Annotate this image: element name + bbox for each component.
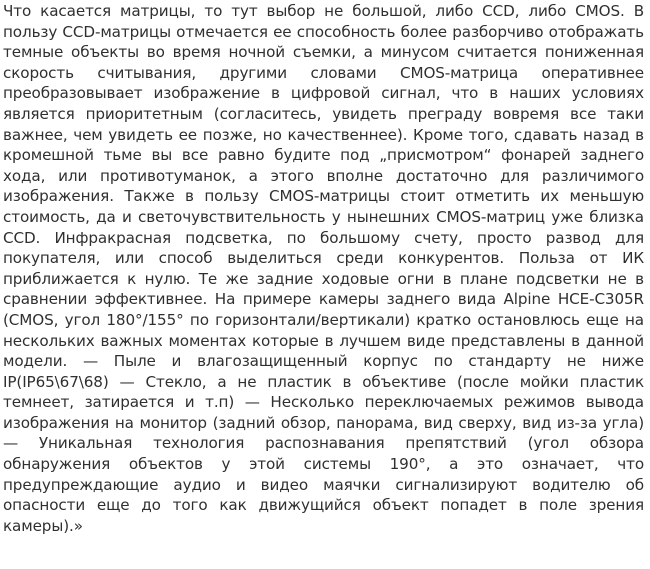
article-text-block xyxy=(3,1,644,536)
article-paragraph: Что касается матрицы, то тут выбор не большой, либо CCD, либо CMOS. В пользу CCD-матрицы отмечается ее способность более разборчиво отображать темные объекты во время ночной съемки, а минусом считается пониженная скорость считывания, другими словами CMOS-матрица оперативнее преобразовывает изображение в цифровой сигнал, что в наших условиях является приоритетным (согласитесь, увидеть преграду вовремя все таки важнее, чем увидеть ее позже, но качественнее). Кроме того, сдавать назад в кромешной тьме вы все равно будите под „присмотром“ фонарей заднего хода, или противотуманок, а этого вполне достаточно для различимого изображения. Также в пользу CMOS-матрицы стоит отметить их меньшую стоимость, да и светочувствительность у нынешних CMOS-матриц уже близка CCD. Инфракрасная подсветка, по большому счету, просто развод для покупателя, или способ выделиться среди конкурентов. Польза от ИК приближается к нулю. Те же задние ходовые огни в плане подсветки не в сравнении эффективнее. На примере камеры заднего вида Alpine HCE-C305R (CMOS, угол 180°/155° по горизонтали/вертикали) кратко остановлюсь еще на нескольких важных моментах которые в лучшем виде представлены в данной модели. — Пыле и влагозащищенный корпус по стандарту не ниже IP(IP65\67\68) — Стекло, а не пластик в объективе (после мойки пластик темнеет, затирается и т.п) — Несколько переключаемых режимов вывода изображения на монитор (задний обзор, панорама, вид сверху, вид из-за угла) — Уникальная технология распознавания препятствий (угол обзора обнаружения объектов у этой системы 190°, а это означает, что предупреждающие аудио и видео маячки сигнализируют водителю об опасности еще до того как движущийся объект попадет в поле зрения камеры).» xyxy=(3,2,644,535)
